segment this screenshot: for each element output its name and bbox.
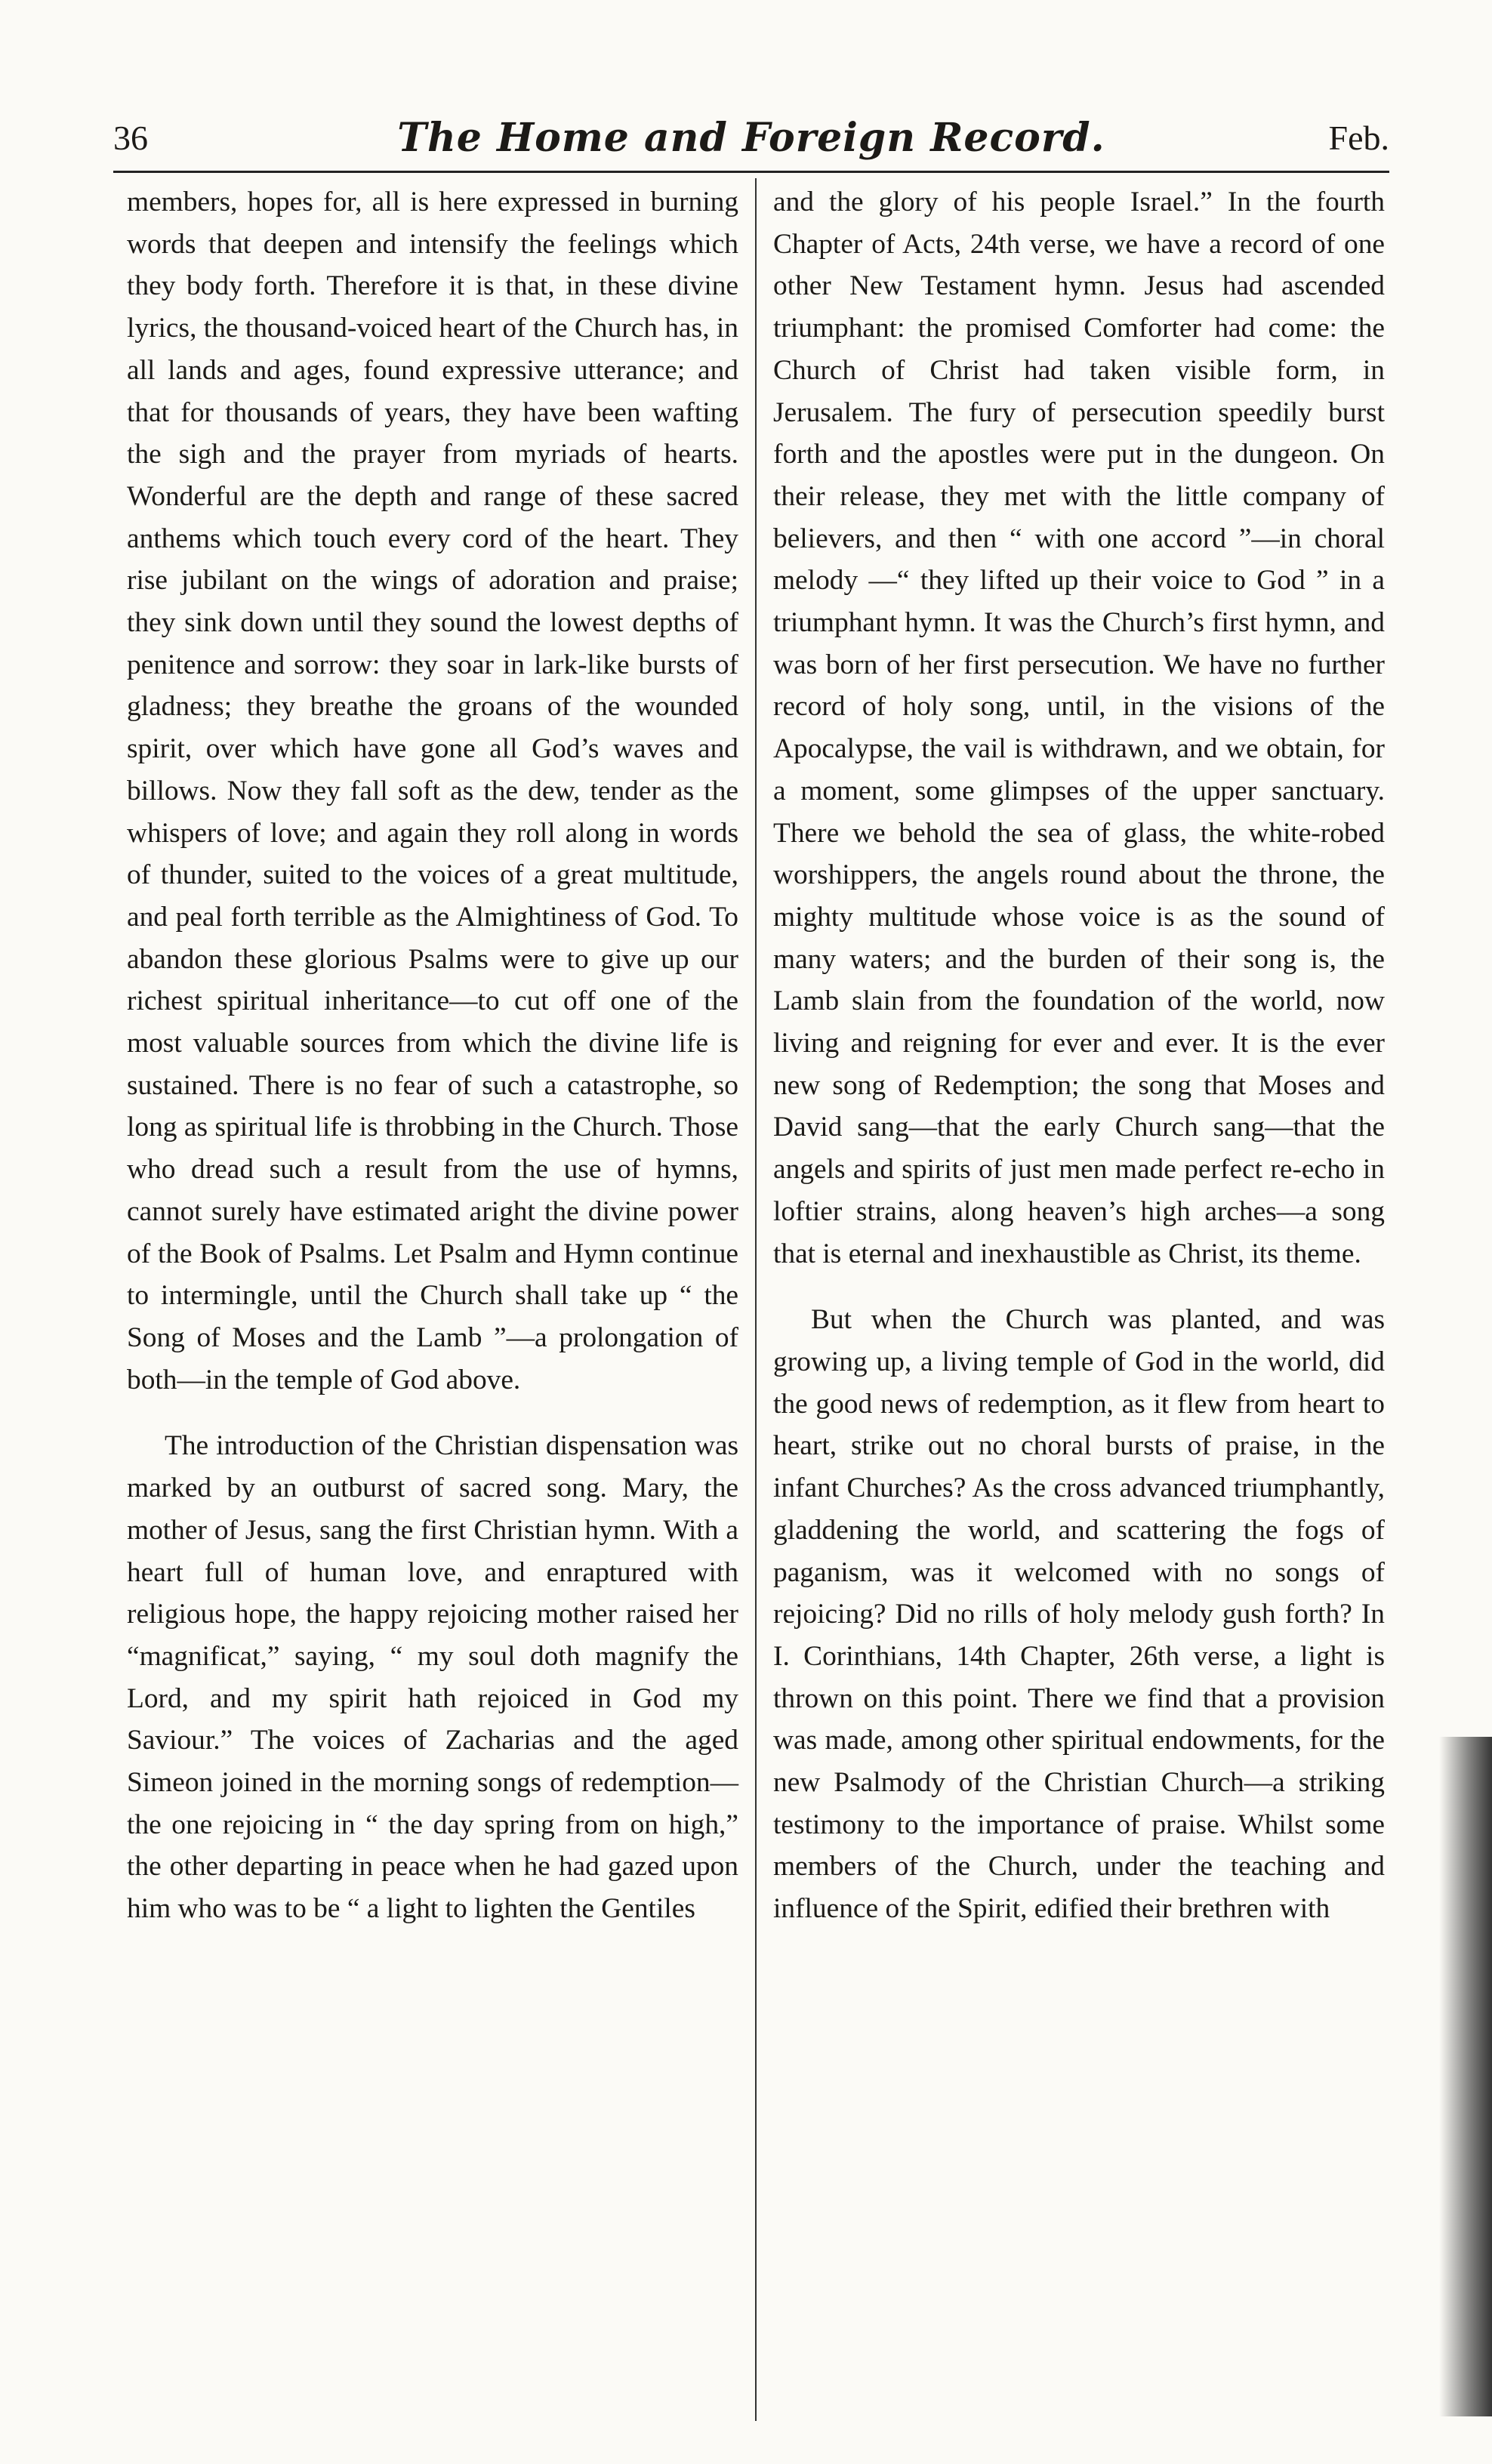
running-title: The Home and Foreign Record. (397, 115, 1105, 161)
paragraph: The introduction of the Christian dispensation was marked by an outburst of sacred song. Mary, the mother of Jesus, sang the first Christian hymn. With a heart full of human love, and enraptured with religious hope, the happy rejoicing mother raised her “magnificat,” saying, “ my soul doth magnify the Lord, and my spirit hath rejoiced in God my Saviour.” The voices of Zacharias and the aged Simeon joined in the morning songs of redemption—the one rejoicing in “ the day spring from on high,” the other departing in peace when he had gazed upon him who was to be “ a light to lighten the Gentiles (127, 1430, 738, 1925)
paragraph: But when the Church was planted, and was growing up, a living temple of God in the world, did the good news of redemption, as it flew from heart to heart, strike out no choral bursts of praise, in the infant Churches? As the cross advanced triumphantly, gladdening the world, and scattering the fogs of paganism, was it welcomed with no songs of rejoicing? Did no rills of holy melody gush forth? In I. Corinthians, 14th Chapter, 26th verse, a light is thrown on this point. There we find that a provision was made, among other spiritual endowments, for the new Psalmody of the Christian Church—a striking testimony to the importance of praise. Whilst some members of the Church, under the teaching and influence of the Spirit, edified their brethren with (773, 1304, 1385, 1925)
page-edge-shadow (1439, 1737, 1492, 2416)
issue-month: Feb. (1328, 119, 1389, 157)
header-rule (113, 171, 1389, 173)
left-column (127, 181, 738, 2416)
paragraph: and the glory of his people Israel.” In the fourth Chapter of Acts, 24th verse, we have a record of one other New Testament hymn. Jesus had ascended triumphant: the promised Comforter had come: the Church of Christ had taken visible form, in Jerusalem. The fury of persecution speedily burst forth and the apostles were put in the dungeon. On their release, they met with the little company of believers, and then “ with one accord ”—in choral melody —“ they lifted up their voice to God ” in a triumphant hymn. It was the Church’s first hymn, and was born of her first persecution. We have no further record of holy song, until, in the visions of the Apocalypse, the vail is withdrawn, and we obtain, for a moment, some glimpses of the upper sanctuary. There we behold the sea of glass, the white-robed worshippers, the angels round about the throne, the mighty multitude whose voice is as the sound of many waters; and the burden of their song is, the Lamb slain from the foundation of the world, now living and reigning for ever and ever. It is the ever new song of Redemption; the song that Moses and David sang—that the early Church sang—that the angels and spirits of just men made perfect re-echo in loftier strains, along heaven’s high arches—a song that is eternal and inexhaustible as Christ, its theme. (773, 187, 1385, 1269)
page-header (113, 112, 1389, 165)
right-column (773, 181, 1385, 2416)
paragraph: members, hopes for, all is here expressed in burning words that deepen and intensify the feelings which they body forth. Therefore it is that, in these divine lyrics, the thousand-voiced heart of the Church has, in all lands and ages, found expressive utterance; and that for thousands of years, they have been wafting the sigh and the prayer from myriads of hearts. Wonderful are the depth and range of these sacred anthems which touch every cord of the heart. They rise jubilant on the wings of adoration and praise; they sink down until they sound the lowest depths of penitence and sorrow: they soar in lark-like bursts of gladness; they breathe the groans of the wounded spirit, over which have gone all God’s waves and billows. Now they fall soft as the dew, tender as the whispers of love; and again they roll along in words of thunder, suited to the voices of a great multitude, and peal forth terrible as the Almightiness of God. To abandon these glorious Psalms were to give up our richest spiritual inheritance—to cut off one of the most valuable sources from which the divine life is sustained. There is no fear of such a catastrophe, so long as spiritual life is throbbing in the Church. Those who dread such a result from the use of hymns, cannot surely have estimated aright the divine power of the Book of Psalms. Let Psalm and Hymn continue to intermingle, until the Church shall take up “ the Song of Moses and the Lamb ”—a prolongation of both—in the temple of God above. (127, 187, 738, 1395)
column-divider (755, 178, 757, 2421)
page-number: 36 (113, 119, 148, 157)
